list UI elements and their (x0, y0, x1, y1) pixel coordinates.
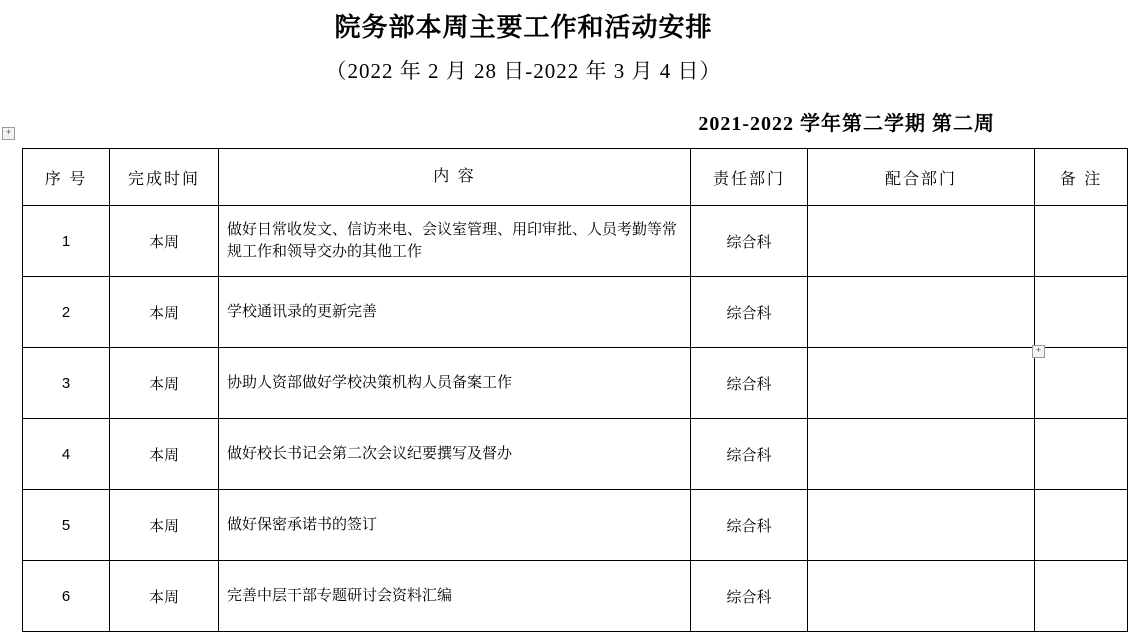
table-header (23, 149, 1128, 206)
header-no: 序 号 (23, 149, 110, 206)
cell-coop (808, 206, 1035, 277)
cell-remark (1035, 206, 1128, 277)
canvas-handle-left[interactable]: + (2, 127, 15, 140)
cell-dept: 综合科 (691, 490, 808, 561)
table-row (23, 561, 1128, 632)
cell-coop (808, 561, 1035, 632)
cell-time: 本周 (110, 277, 219, 348)
cell-content: 学校通讯录的更新完善 (219, 277, 691, 348)
cell-content: 做好校长书记会第二次会议纪要撰写及督办 (219, 419, 691, 490)
schedule-table (22, 148, 1128, 632)
cell-coop (808, 348, 1035, 419)
header-dept: 责任部门 (691, 149, 808, 206)
cell-no: 1 (23, 206, 110, 277)
cell-remark (1035, 348, 1128, 419)
cell-coop (808, 419, 1035, 490)
cell-time: 本周 (110, 561, 219, 632)
cell-dept: 综合科 (691, 561, 808, 632)
cell-coop (808, 490, 1035, 561)
header-remark: 备 注 (1035, 149, 1128, 206)
cell-coop (808, 277, 1035, 348)
canvas-handle-right[interactable]: + (1032, 345, 1045, 358)
term-label: 2021-2022 学年第二学期 第二周 (698, 113, 995, 136)
cell-content: 做好保密承诺书的签订 (219, 490, 691, 561)
cell-remark (1035, 419, 1128, 490)
table-body (23, 206, 1128, 632)
table-header-row (23, 149, 1128, 206)
cell-no: 6 (23, 561, 110, 632)
cell-no: 5 (23, 490, 110, 561)
cell-remark (1035, 277, 1128, 348)
cell-no: 3 (23, 348, 110, 419)
table-row (23, 206, 1128, 277)
table-row (23, 490, 1128, 561)
cell-content: 协助人资部做好学校决策机构人员备案工作 (219, 348, 691, 419)
cell-remark (1035, 490, 1128, 561)
table-row (23, 419, 1128, 490)
page-title: 院务部本周主要工作和活动安排 (334, 12, 713, 42)
cell-dept: 综合科 (691, 419, 808, 490)
cell-time: 本周 (110, 206, 219, 277)
cell-dept: 综合科 (691, 348, 808, 419)
cell-time: 本周 (110, 348, 219, 419)
page-subtitle: （2022 年 2 月 28 日-2022 年 3 月 4 日） (325, 59, 722, 84)
header-content: 内 容 (219, 149, 691, 206)
table-row (23, 348, 1128, 419)
cell-time: 本周 (110, 419, 219, 490)
cell-content: 做好日常收发文、信访来电、会议室管理、用印审批、人员考勤等常规工作和领导交办的其他工作 (219, 206, 691, 277)
cell-remark (1035, 561, 1128, 632)
document-page (0, 12, 1103, 606)
cell-no: 4 (23, 419, 110, 490)
cell-no: 2 (23, 277, 110, 348)
cell-content: 完善中层干部专题研讨会资料汇编 (219, 561, 691, 632)
header-time: 完成时间 (110, 149, 219, 206)
header-coop: 配合部门 (808, 149, 1035, 206)
table-row (23, 277, 1128, 348)
cell-time: 本周 (110, 490, 219, 561)
cell-dept: 综合科 (691, 277, 808, 348)
cell-dept: 综合科 (691, 206, 808, 277)
